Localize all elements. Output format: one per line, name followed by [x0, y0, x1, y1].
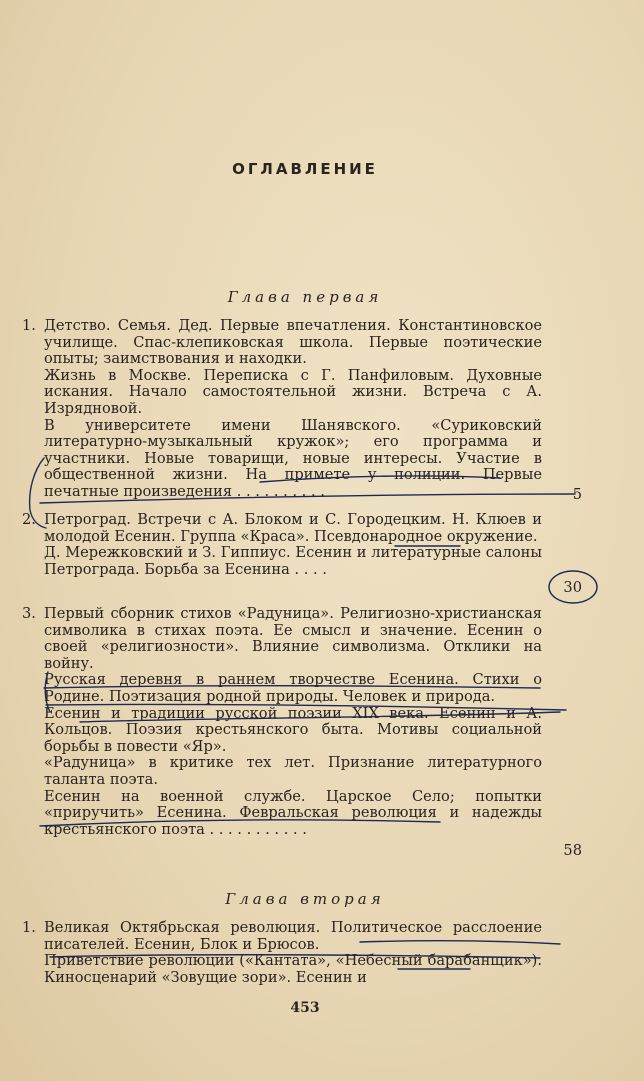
- toc-entry: [22, 920, 542, 986]
- entry-paragraph: Есенин и традиции русской поэзии XIX века. Есенин и А. Кольцов. Поэзия крестьянского быта. Мотивы социальной борьбы в повести «Яр».: [44, 704, 542, 755]
- toc-entry: [22, 512, 542, 578]
- page-folio-number: 453: [290, 1000, 320, 1016]
- entry-paragraph: Есенин на военной службе. Царское Село; попытки «приручить» Есенина. Февральская революция и надежды крестьянского поэта . . . . . . . . . . .: [44, 787, 542, 838]
- entry-page-number: 5: [572, 486, 582, 503]
- entry-page-number: 30: [563, 579, 582, 596]
- page-title: ОГЛАВЛЕНИЕ: [232, 160, 378, 178]
- entry-paragraph: Великая Октябрьская революция. Политическое расслоение писателей. Есенин, Блок и Брюсов.: [44, 919, 542, 953]
- entry-paragraph: Приветствие революции («Кантата», «Небесный барабанщик»). Киносценарий «Зовущие зори». Есенин и: [44, 952, 542, 986]
- chapter-heading: Глава первая: [227, 288, 383, 306]
- entry-paragraph: Первый сборник стихов «Радуница». Религиозно-христианская символика в стихах поэта. Ее смысл и значение. Есенин о своей «религиозности». Влияние символизма. Отклики на войну.: [44, 605, 542, 672]
- entry-paragraph: Русская деревня в раннем творчестве Есенина. Стихи о Родине. Поэтизация родной природы. Человек и природа.: [44, 671, 542, 705]
- chapter-heading: Глава вторая: [225, 890, 385, 908]
- entry-number: 3.: [22, 605, 36, 622]
- entry-page-number: 58: [563, 842, 582, 859]
- entry-number: 2.: [22, 511, 36, 528]
- entry-paragraph: Жизнь в Москве. Переписка с Г. Панфиловым. Духовные искания. Начало самостоятельной жизни. Встреча с А. Изрядновой.: [44, 366, 542, 417]
- entry-number: 1.: [22, 317, 36, 334]
- entry-paragraph: Детство. Семья. Дед. Первые впечатления. Константиновское училище. Спас-клепиковская школа. Первые поэтические опыты; заимствования и находки.: [44, 317, 542, 368]
- entry-paragraph: В университете имени Шанявского. «Суриковский литературно-музыкальный кружок»; его программа и участники. Новые товарищи, новые интересы. Участие в общественной жизни. На примете у полиции. Первые печатные произведения . . . . . . . . . .: [44, 416, 542, 500]
- entry-number: 1.: [22, 919, 36, 936]
- toc-entry: [22, 606, 542, 838]
- entry-paragraph: Д. Мережковский и З. Гиппиус. Есенин и литературные салоны Петрограда. Борьба за Есенина . . . .: [44, 544, 542, 578]
- toc-entry: [22, 318, 542, 501]
- entry-paragraph: Петроград. Встречи с А. Блоком и С. Городецким. Н. Клюев и молодой Есенин. Группа «Краса». Псевдонародное окружение.: [44, 511, 542, 545]
- entry-paragraph: «Радуница» в критике тех лет. Признание литературного таланта поэта.: [44, 754, 542, 788]
